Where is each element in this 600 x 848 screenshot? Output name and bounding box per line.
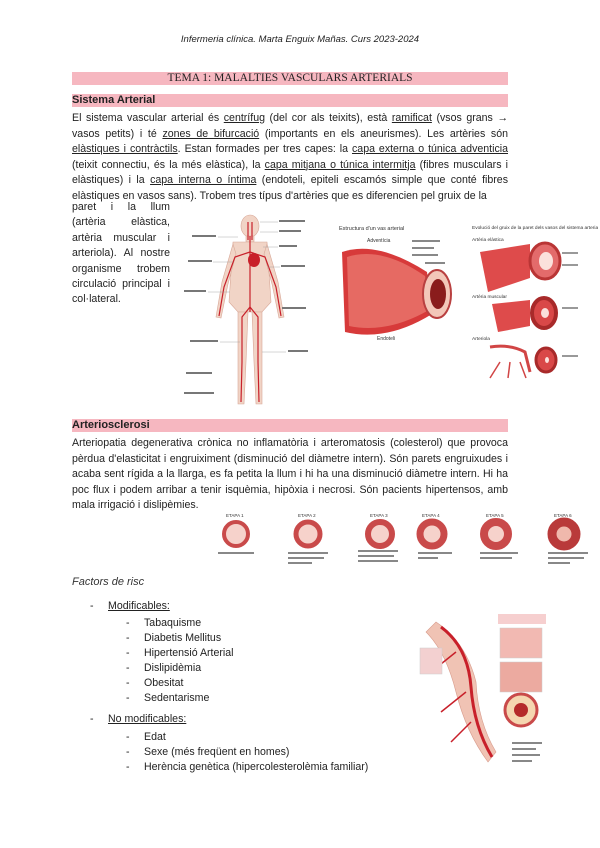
paragraph-sistema-arterial	[72, 111, 508, 205]
etapa-label: ETAPA 6	[554, 513, 572, 518]
list-item-text: Herència genètica (hipercolesterolèmia familiar)	[144, 761, 369, 773]
text-segment: (endoteli, epiteli escamós simple que conté fibres elàstiques en vasos sans). Trobem tres típus d'artèries que es diferencien pel gruix de la	[72, 174, 508, 202]
term-capa-interna: capa interna o íntima	[150, 174, 257, 187]
text-segment: (del cor als teixits), està	[264, 112, 392, 124]
list-item-text: Tabaquisme	[144, 617, 202, 629]
heart-shape	[248, 253, 260, 267]
term-capa-externa: capa externa o túnica adventicia	[352, 143, 508, 156]
text-segment: (teixit connectiu, és la més elàstica), la	[72, 158, 265, 171]
term-zones-bifurcacio: zones de bifurcació	[162, 127, 260, 140]
term-elastiques: elàstiques i contràctils	[72, 143, 178, 156]
label-adventicia: Adventícia	[367, 238, 391, 244]
list-item-text: Dislipidèmia	[144, 662, 202, 674]
list-item-text: Obesitat	[144, 677, 184, 689]
list-item-text: Hipertensió Arterial	[144, 647, 234, 659]
list-label: No modificables:	[108, 713, 187, 725]
list-item: - Diabetis Mellitus	[126, 632, 222, 644]
etapa-label: ETAPA 2	[298, 513, 316, 518]
text-segment: (importants en els aneurismes). Les artèries són	[259, 127, 508, 140]
artery-types-caption: Evolució del gruix de la paret dels vasos del sistema arterial	[472, 226, 598, 231]
text-segment: El sistema vascular arterial és	[72, 112, 224, 124]
figure-atherosclerosis-stages	[208, 512, 600, 572]
list-item: - Dislipidèmia	[126, 662, 202, 674]
artery-types-illustration	[470, 222, 598, 380]
etapa-label: ETAPA 1	[226, 513, 244, 518]
list-item: - Sedentarisme	[126, 692, 210, 704]
list-item-text: Edat	[144, 731, 166, 743]
stages-illustration	[208, 512, 600, 572]
list-item-no-modificables: - No modificables:	[90, 713, 187, 725]
text-segment: (fibres musculars i elàstiques) i la	[72, 158, 508, 187]
label-arteria-elastica: Artèria elàstica	[472, 238, 504, 243]
term-capa-mitjana: capa mitjana o túnica intermitja	[264, 158, 416, 171]
list-item-text: Sedentarisme	[144, 692, 210, 704]
factors-heading: Factors de risc	[72, 576, 145, 588]
figure-human-arterial-system	[178, 212, 323, 412]
page-title: TEMA 1: MALALTIES VASCULARS ARTERIALS	[72, 72, 508, 85]
list-item: - Tabaquisme	[126, 617, 202, 629]
vessel-caption: Estructura d'un vas arterial	[339, 226, 405, 232]
term-ramificat: ramificat	[391, 112, 432, 124]
paragraph-arteriosclerosi: Arteriopatia degenerativa crònica no inflamatòria i arteromatosis (colesterol) que provoca pèrdua d'elasticitat i engruiximent (disminució del diàmetre intern). Són parets engruixudes i acaba sent rígida a la llarga, es fa petita la llum i hi ha una disminució diàmetre intern. Hi ha poc flux i podem arribar a tenir isquèmia, hipòxia i necrosi. Són pacients hipertensos, amb mala irrigació i dislipèmies.	[72, 437, 508, 512]
human-body-illustration	[178, 212, 323, 412]
vessel-illustration	[337, 222, 461, 344]
figure-vessel-structure	[337, 222, 461, 344]
text-segment: . Estan formades per tres capes: la	[177, 143, 352, 156]
list-item-modificables: - Modificables:	[90, 600, 170, 612]
list-item: - Obesitat	[126, 677, 184, 689]
side-paragraph: paret i la llum (artèria elàstica, artèria muscular i arteriola). Al nostre organisme trobem circulació principal i col·lateral.	[72, 201, 170, 306]
etapa-label: ETAPA 4	[422, 513, 440, 518]
list-item: - Hipertensió Arterial	[126, 647, 234, 659]
term-centrifug: centrífug	[223, 112, 265, 124]
label-endoteli: Endoteli	[377, 336, 396, 342]
list-item: - Edat	[126, 731, 166, 743]
figure-artery-types	[470, 222, 598, 380]
etapa-label: ETAPA 5	[486, 513, 504, 518]
label-arteria-muscular: Artèria muscular	[472, 295, 507, 300]
figure-leg-atherosclerosis	[416, 612, 548, 780]
list-item-text: Sexe (més freqüent en homes)	[144, 746, 290, 758]
etapa-label: ETAPA 3	[370, 513, 388, 518]
label-arteriola: Arteriola	[472, 337, 490, 342]
page-header: Infermeria clínica. Marta Enguix Mañas. Curs 2023-2024	[180, 34, 420, 45]
section-heading-arteriosclerosi: Arteriosclerosi	[72, 419, 508, 432]
list-item: - Herència genètica (hipercolesterolèmia familiar)	[126, 761, 369, 773]
leg-illustration	[416, 612, 548, 780]
list-label: Modificables:	[108, 600, 170, 612]
list-item: - Sexe (més freqüent en homes)	[126, 746, 290, 758]
list-item-text: Diabetis Mellitus	[144, 632, 222, 644]
section-heading-sistema-arterial: Sistema Arterial	[72, 94, 508, 107]
text-segment: (vsos grans → vasos petits) i té	[72, 112, 508, 140]
